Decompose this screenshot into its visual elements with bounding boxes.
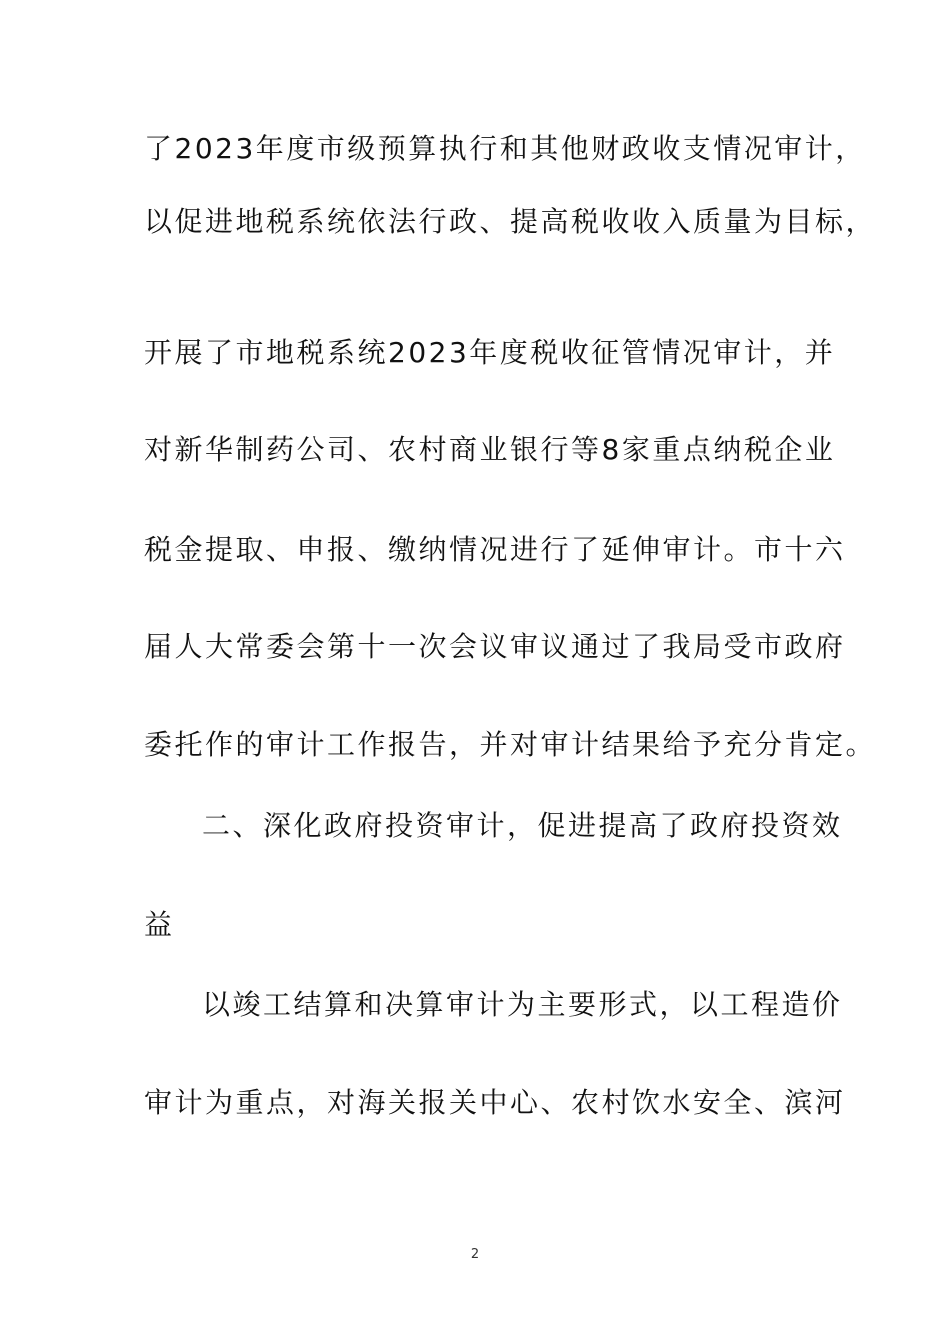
body-text-line: 委托作的审计工作报告，并对审计结果给予充分肯定。 [144,728,877,761]
body-text-line: 税金提取、申报、缴纳情况进行了延伸审计。市十六 [144,533,846,566]
section-heading-continued: 益 [144,908,175,941]
page-number: 2 [470,1247,480,1262]
body-text-line: 审计为重点，对海关报关中心、农村饮水安全、滨河 [144,1086,846,1119]
body-text-line: 对新华制药公司、农村商业银行等8家重点纳税企业 [144,433,836,466]
body-text-line: 以促进地税系统依法行政、提高税收收入质量为目标， [144,205,877,238]
body-text-line: 届人大常委会第十一次会议审议通过了我局受市政府 [144,630,846,663]
section-heading: 二、深化政府投资审计，促进提高了政府投资效 [202,809,843,842]
body-text-line: 了2023年度市级预算执行和其他财政收支情况审计， [144,132,866,165]
body-text-line: 以竣工结算和决算审计为主要形式，以工程造价 [202,988,843,1021]
body-text-line: 开展了市地税系统2023年度税收征管情况审计，并 [144,336,836,369]
